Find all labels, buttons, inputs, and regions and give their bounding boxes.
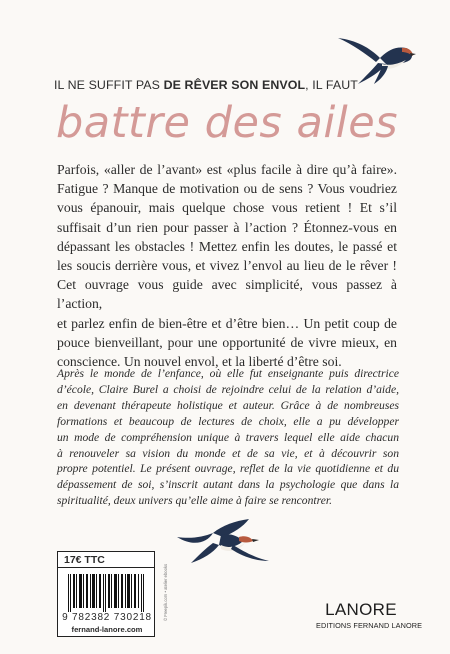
bio-line: propre potentiel. Le présent ouvrage, reflet de la vie quotidienne et du [57,462,399,476]
blurb-line: Cet ouvrage vous guide avec simplicité, vous passez à l’action, [57,277,397,312]
back-cover-blurb [57,160,397,371]
blurb-line: vous épanouir, mais quelque chose vous retient ! Et s’il [57,200,397,216]
image-credits [163,551,171,621]
publisher-website: fernand-lanore.com [71,625,143,634]
swallow-bottom-illustration [173,511,271,567]
blurb-line: Fatigue ? Manque de motivation ou de sens ? Vous voudriez [57,181,397,197]
publisher-name: EDITIONS FERNAND LANORE [316,621,423,630]
author-biography [57,366,399,509]
bio-line: à renouveler sa vision du monde et de sa vie, et à découvrir son [57,446,399,460]
blurb-line: suffisait d’un rien pour passer à l’action ? Étonnez-vous en [57,219,397,235]
tagline-part-2: , IL FAUT [305,78,358,92]
bio-line: Après le monde de l’enfance, où elle fut enseignante puis directrice [57,367,399,380]
bio-line: formations et beaucoup de lectures de choix, elle a pu développer [57,414,399,428]
credits-text: © Freepik.com • atelier ebooks [163,563,168,621]
tagline [54,78,414,92]
barcode-panel [57,551,155,637]
bio-line: un mode de compréhension unique à travers lequel elle aide chacun [57,430,399,444]
publisher-logo: LANORE [325,600,397,619]
blurb-line: et parlez enfin de bien-être et d’être bien… Un petit coup de [57,315,397,331]
tagline-emphasis: DE RÊVER SON ENVOL [163,78,306,92]
publisher-block [316,600,423,630]
blurb-line: conscience. Un nouvel envol, et la liberté d’être soi. [57,354,342,370]
bio-line: en devenant thérapeute holistique et auteur. Grâce à de nombreuses [57,398,399,412]
bio-line: dépassement de soi, s’inscrit autant dans la psychologie que dans la [57,478,399,492]
blurb-line: les soucis derrière vous, et vivez l’envol au lieu de le rêver ! [57,258,397,274]
book-title: battre des ailes [56,98,399,148]
price-label: 17€ TTC [58,552,154,568]
tagline-part-1: IL NE SUFFIT PAS [54,78,164,92]
blurb-line: pouce bienveillant, pour une opportunité de vivre mieux, en [57,334,397,350]
bio-line: d’école, Claire Burel a choisi de rejoindre celui de la relation d’aide, [57,382,399,396]
isbn-number: 9 782382 730218 [62,612,152,623]
bio-line: spiritualité, deux univers qu’elle aime à faire se rencontrer. [57,494,332,508]
isbn-barcode [66,574,146,612]
blurb-line: Parfois, «aller de l’avant» est «plus facile à dire qu’à faire». [57,162,397,177]
blurb-line: dépassant les obstacles ! Mettez enfin les doutes, le passé et [57,238,397,254]
